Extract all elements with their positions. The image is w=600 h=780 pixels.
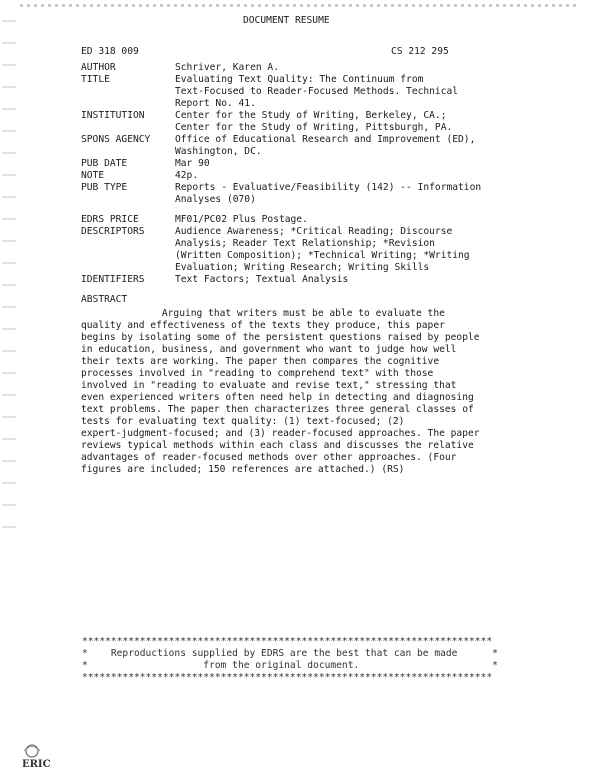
field-value-line: Report No. 41. [175, 98, 256, 109]
field-value-line: Audience Awareness; *Critical Reading; Discourse [175, 226, 453, 237]
field-label: PUB TYPE [81, 182, 128, 193]
footer-stars-top: *********************************************************************** [82, 636, 493, 647]
abstract-heading: ABSTRACT [81, 294, 128, 305]
field-label: INSTITUTION [81, 110, 145, 121]
abstract-line: even experienced writers often need help in detecting and diagnosing [81, 392, 474, 403]
abstract-body [81, 308, 551, 476]
field-value-line: (Written Composition); *Technical Writing; *Writing [175, 250, 470, 261]
document-title: DOCUMENT RESUME [243, 15, 330, 26]
scan-artifact-top [20, 4, 580, 7]
abstract-line: Arguing that writers must be able to evaluate the [81, 308, 445, 319]
scan-artifact-left [2, 20, 16, 540]
field-label: AUTHOR [81, 62, 116, 73]
field-label: NOTE [81, 170, 105, 181]
field-value-line: Mar 90 [175, 158, 210, 169]
field-label: PUB DATE [81, 158, 128, 169]
field-label: IDENTIFIERS [81, 274, 145, 285]
cs-number: CS 212 295 [391, 46, 449, 57]
field-value-line: 42p. [175, 170, 199, 181]
field-value-line: Analyses (070) [175, 194, 256, 205]
field-value-line: Center for the Study of Writing, Berkeley, CA.; [175, 110, 447, 121]
field-value-line: Washington, DC. [175, 146, 262, 157]
field-label: EDRS PRICE [81, 214, 139, 225]
abstract-line: figures are included; 150 references are attached.) (RS) [81, 464, 405, 475]
abstract-line: advantages of reader-focused methods over other approaches. (Four [81, 452, 457, 463]
field-value-line: Text Factors; Textual Analysis [175, 274, 349, 285]
field-value-line: Analysis; Reader Text Relationship; *Revision [175, 238, 435, 249]
field-label: DESCRIPTORS [81, 226, 145, 237]
footer-notice-line-2: * from the original document. * [82, 660, 498, 671]
abstract-line: quality and effectiveness of the texts they produce, this paper [81, 320, 445, 331]
abstract-line: involved in "reading to evaluate and revise text," stressing that [81, 380, 457, 391]
eric-logo [18, 742, 58, 772]
field-value-line: Reports - Evaluative/Feasibility (142) -- Information [175, 182, 482, 193]
abstract-line: in education, business, and government who want to judge how well [81, 344, 457, 355]
eric-logo-text: ERIC [22, 759, 51, 770]
abstract-line: text problems. The paper then characterizes three general classes of [81, 404, 474, 415]
footer-notice-line-1: * Reproductions supplied by EDRS are the best that can be made * [82, 648, 498, 659]
abstract-line: reviews typical methods within each class and discusses the relative [81, 440, 474, 451]
field-label: SPONS AGENCY [81, 134, 151, 145]
abstract-line: tests for evaluating text quality: (1) text-focused; (2) [81, 416, 405, 427]
field-value-line: Text-Focused to Reader-Focused Methods. Technical [175, 86, 459, 97]
ed-number: ED 318 009 [81, 46, 139, 57]
abstract-line: begins by isolating some of the persistent questions raised by people [81, 332, 480, 343]
field-label: TITLE [81, 74, 110, 85]
field-value-line: Office of Educational Research and Improvement (ED), [175, 134, 476, 145]
abstract-line: their texts are working. The paper then compares the cognitive [81, 356, 440, 367]
field-value-line: MF01/PC02 Plus Postage. [175, 214, 308, 225]
field-value-line: Center for the Study of Writing, Pittsburgh, PA. [175, 122, 453, 133]
field-value-line: Schriver, Karen A. [175, 62, 279, 73]
field-value-line: Evaluation; Writing Research; Writing Skills [175, 262, 430, 273]
abstract-line: processes involved in "reading to comprehend text" with those [81, 368, 434, 379]
abstract-line: expert-judgment-focused; and (3) reader-focused approaches. The paper [81, 428, 480, 439]
footer-stars-bottom: *********************************************************************** [82, 672, 493, 683]
field-value-line: Evaluating Text Quality: The Continuum from [175, 74, 424, 85]
